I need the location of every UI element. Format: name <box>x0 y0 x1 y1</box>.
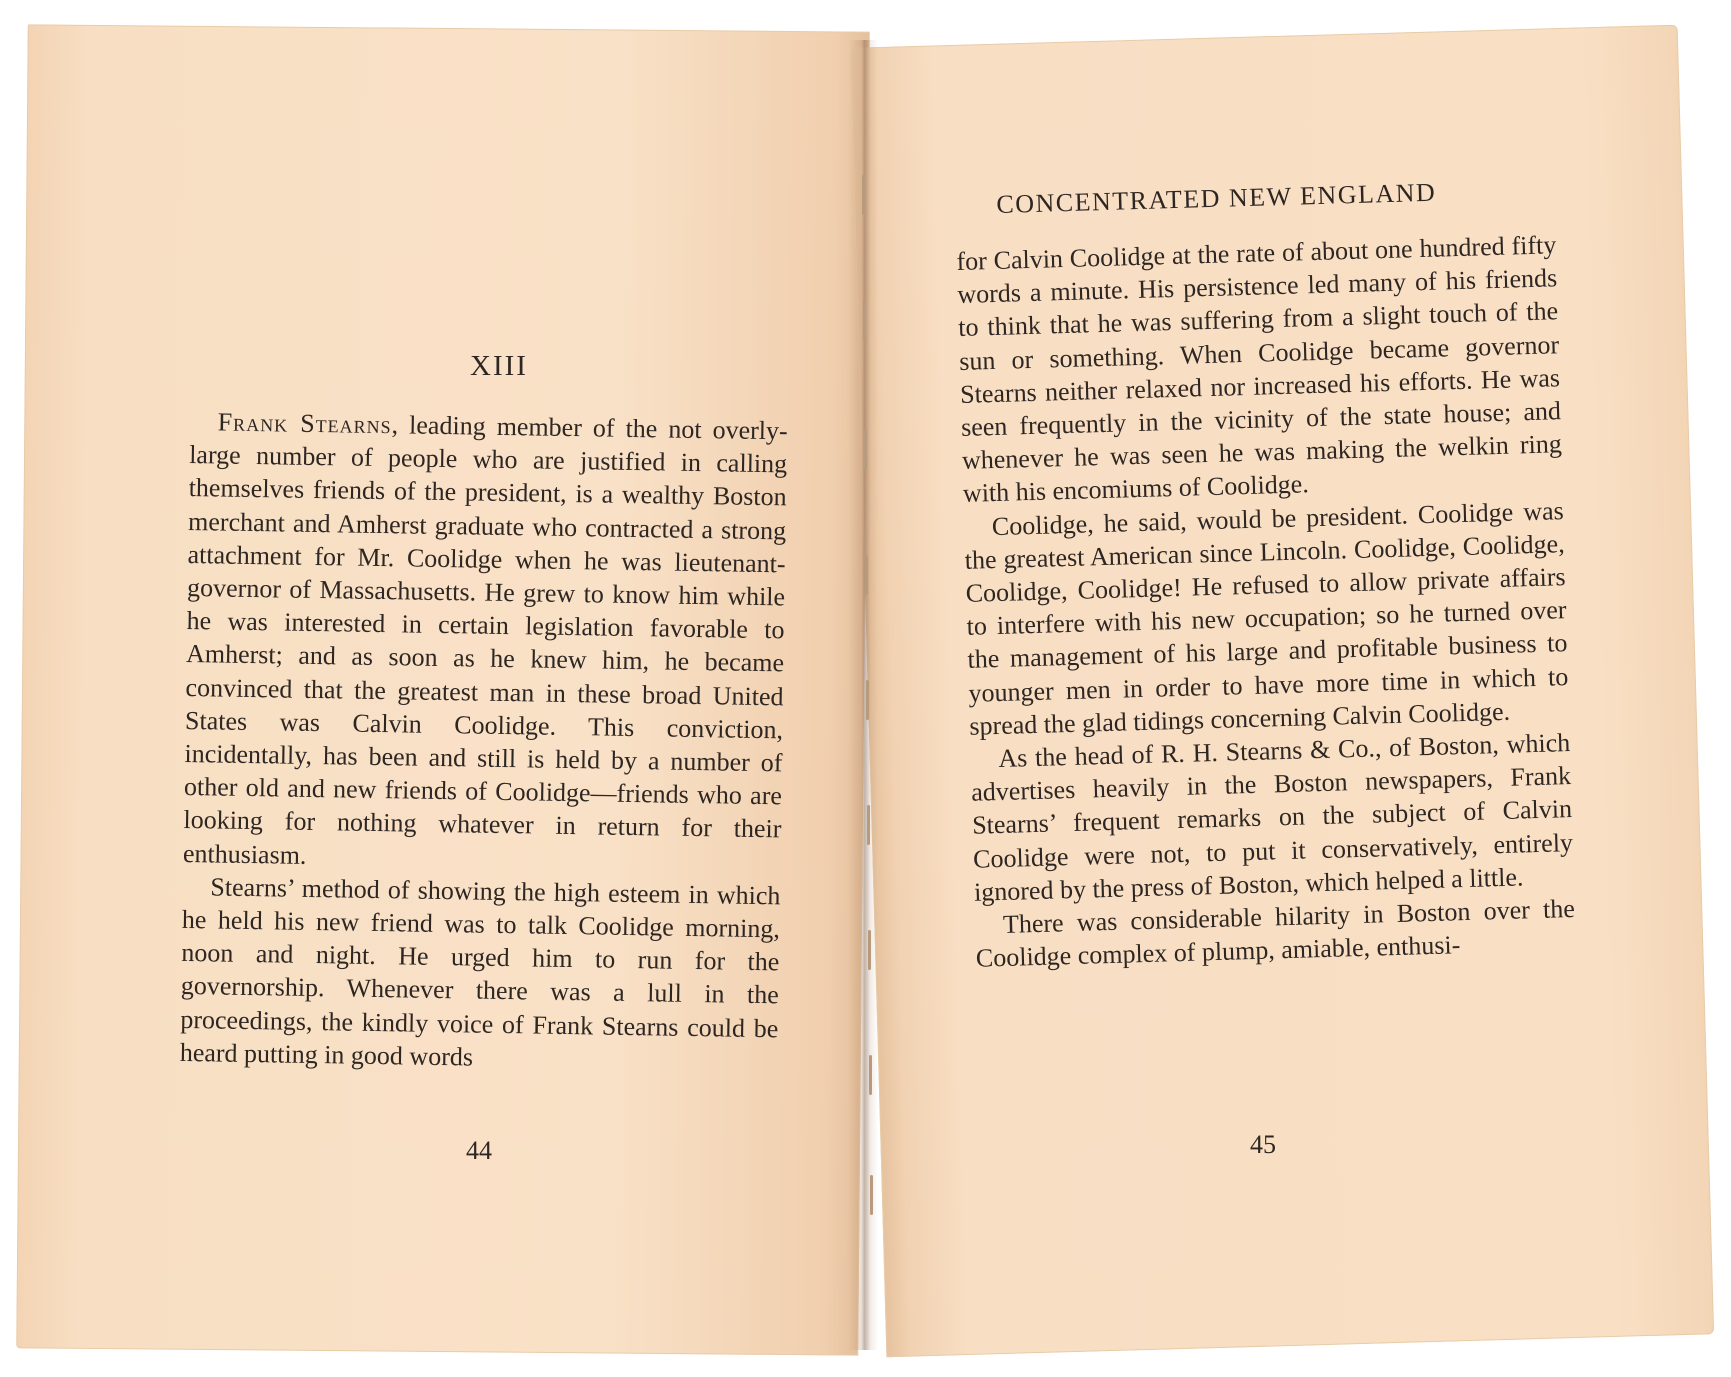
binding-stitch <box>866 680 869 720</box>
binding-stitch <box>863 300 866 340</box>
paragraph: Coolidge, he said, would be president. Coolidge was the greatest American since Lincoln. Coolidge, Coolidge, Coolidge, Coolidge! He refused to allow private affairs to interfere with his new occupation; so he turned over the management of his large and profitable business to younger men in order to have more time in which to spread the glad tidings concerning Calvin Coolidge. <box>964 495 1569 741</box>
paragraph: As the head of R. H. Stearns & Co., of Boston, which advertises heavily in the Boston newspapers, Frank Stearns’ frequent remarks on the subject of Calvin Coolidge were not, to put it conservatively, entirely ignored by the press of Boston, which helped a little. <box>970 728 1574 907</box>
paragraph: There was considerable hilarity in Boston over the Coolidge complex of plump, amiable, enthusi- <box>975 894 1576 973</box>
binding-stitch <box>862 175 865 215</box>
left-page-body <box>180 405 788 1078</box>
binding-stitch <box>869 1055 872 1095</box>
page-number-right: 45 <box>1250 1130 1276 1159</box>
paragraph: for Calvin Coolidge at the rate of about one hundred fifty words a minute. His persistence led many of his friends to think that he was suffering from a slight touch of the sun or something. When Coolidge became governor Stearns neither relaxed nor increased his efforts. He was seen frequently in the vicinity of the state house; and whenever he was seen he was making the welkin ring with his encomiums of Coolidge. <box>956 230 1563 509</box>
binding-stitch <box>864 430 867 470</box>
paragraph <box>183 405 788 879</box>
book-spine <box>848 40 878 1350</box>
running-head: CONCENTRATED NEW ENGLAND <box>996 177 1437 219</box>
binding-stitch <box>865 555 868 595</box>
right-page-body <box>956 228 1576 975</box>
paragraph-text: , leading member of the not overly-large number of people who are justified in calling themselves friends of the president, is a wealthy Boston merchant and Amherst graduate who contracted a strong attachment for Mr. Coolidge when he was lieutenant-governor of Massachusetts. He grew to know him while he was interested in certain legislation favorable to Amherst; and as soon as he knew him, he became convinced that the greatest man in these broad United States was Calvin Coolidge. This conviction, incidentally, has been and still is held by a number of other old and new friends of Coolidge—friends who are looking for nothing whatever in return for their enthusiasm. <box>182 410 788 870</box>
binding-stitch <box>868 930 871 970</box>
lead-in-name: Frank Stearns <box>217 407 392 440</box>
binding-stitch <box>870 1175 873 1215</box>
page-number-left: 44 <box>466 1136 492 1165</box>
binding-stitch <box>867 805 870 845</box>
chapter-number: XIII <box>470 350 528 382</box>
paragraph: Stearns’ method of showing the high esteem in which he held his new friend was to talk Coolidge morning, noon and night. He urged him to run for the governorship. Whenever there was a lull in the proceedings, the kindly voice of Frank Stearns could be heard putting in good words <box>179 872 781 1072</box>
